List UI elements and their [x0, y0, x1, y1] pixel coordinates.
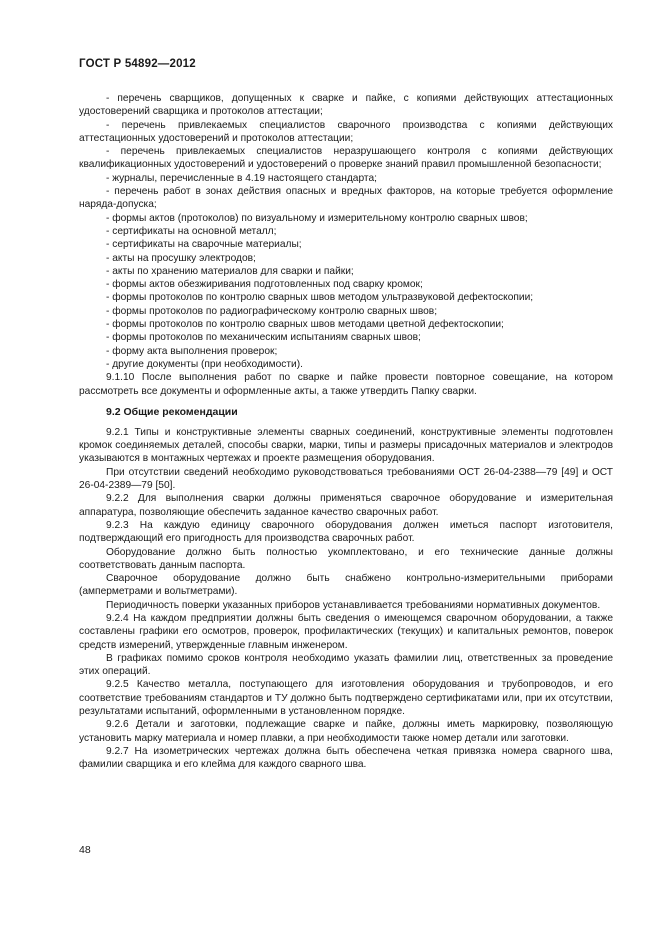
paragraph: Периодичность поверки указанных приборов устанавливается требованиями нормативных документов.	[106, 599, 601, 611]
list-item: - формы протоколов по контролю сварных швов методом ультразвуковой дефектоскопии;	[106, 292, 534, 304]
paragraph: При отсутствии сведений необходимо руководствоваться требованиями ОСТ 26-04-2388—79 [49] и ОСТ 26-04-2389—79 [50].	[79, 466, 613, 492]
paragraph-9-1-10: 9.1.10 После выполнения работ по сварке и пайке провести повторное совещание, на котором рассмотреть все документы и оформленные акты, а также утвердить Папку сварки.	[79, 372, 613, 397]
paragraph: 9.2.7 На изометрических чертежах должна быть обеспечена четкая привязка номера сварного шва, фамилии сварщика и его клейма для каждого сварного шва.	[79, 745, 613, 771]
list-item: - перечень работ в зонах действия опасных и вредных факторов, на которые требуется оформление наряда-допуска;	[79, 186, 613, 211]
list-item: - перечень привлекаемых специалистов неразрушающего контроля с копиями действующих квалификационных удостоверений и удостоверений о проверке знаний правил промышленной безопасности;	[79, 146, 613, 171]
list-item: - перечень привлекаемых специалистов сварочного производства с копиями действующих аттестационных удостоверений и протоколов аттестации;	[79, 119, 613, 144]
list-item: - формы актов (протоколов) по визуальному и измерительному контролю сварных швов;	[106, 212, 528, 224]
paragraph: 9.2.5 Качество металла, поступающего для изготовления оборудования и трубопроводов, и его соответствие требованиям стандартов и ТУ должно быть подтверждено сертификатами или, при их отсутствии, результатами испытаний, оформленными в установленном порядке.	[79, 679, 613, 718]
paragraph: 9.2.1 Типы и конструктивные элементы сварных соединений, конструктивные элементы подготовлен кромок соединяемых деталей, способы сварки, марки, типы и размеры присадочных материалов и электродов указываются в монтажных чертежах и проекте размещения оборудования.	[79, 426, 613, 465]
page-number: 48	[79, 844, 91, 856]
paragraph: 9.2.2 Для выполнения сварки должны применяться сварочное оборудование и измерительная аппаратура, позволяющие обеспечить заданное качество сварочных работ.	[79, 493, 613, 518]
list-item: - журналы, перечисленные в 4.19 настоящего стандарта;	[106, 172, 377, 184]
list-item: - формы протоколов по контролю сварных швов методами цветной дефектоскопии;	[106, 319, 504, 331]
section-heading: 9.2 Общие рекомендации	[106, 405, 238, 418]
list-item: - акты по хранению материалов для сварки и пайки;	[106, 265, 354, 277]
list-item: - другие документы (при необходимости).	[106, 358, 303, 370]
section-body	[79, 426, 613, 772]
list-item: - акты на просушку электродов;	[106, 252, 256, 264]
list-item: - форму акта выполнения проверок;	[106, 345, 278, 357]
paragraph: 9.2.3 На каждую единицу сварочного оборудования должен иметься паспорт изготовителя, подтверждающий его пригодность для производства сварочных работ.	[79, 519, 613, 545]
paragraph: Оборудование должно быть полностью укомплектовано, и его технические данные должны соответствовать данным паспорта.	[79, 546, 613, 571]
standard-header: ГОСТ Р 54892—2012	[79, 58, 196, 70]
paragraph: В графиках помимо сроков контроля необходимо указать фамилии лиц, ответственных за проведение этих операций.	[79, 652, 613, 678]
page-content	[79, 92, 613, 772]
paragraph: 9.2.6 Детали и заготовки, подлежащие сварке и пайке, должны иметь маркировку, позволяющую установить марку материала и номер плавки, а при необходимости также номер детали или заготовки.	[79, 719, 613, 744]
list-item: - формы протоколов по радиографическому контролю сварных швов;	[106, 305, 438, 317]
document-list	[79, 92, 613, 371]
paragraph: 9.2.4 На каждом предприятии должны быть сведения о имеющемся сварочном оборудовании, а также составлены графики его осмотров, проверок, профилактических (текущих) и капитальных ремонтов, поверок средств измерений, утвержденные главным инженером.	[79, 612, 613, 651]
list-item: - сертификаты на сварочные материалы;	[106, 239, 302, 251]
list-item: - формы протоколов по механическим испытаниям сварных швов;	[106, 332, 421, 344]
paragraph: Сварочное оборудование должно быть снабжено контрольно-измерительными приборами (амперметрами и вольтметрами).	[79, 573, 613, 598]
list-item: - формы актов обезжиривания подготовленных под сварку кромок;	[106, 279, 423, 291]
list-item: - сертификаты на основной металл;	[106, 225, 277, 237]
list-item: - перечень сварщиков, допущенных к сварке и пайке, с копиями действующих аттестационных удостоверений сварщика и протоколов аттестации;	[79, 93, 613, 118]
